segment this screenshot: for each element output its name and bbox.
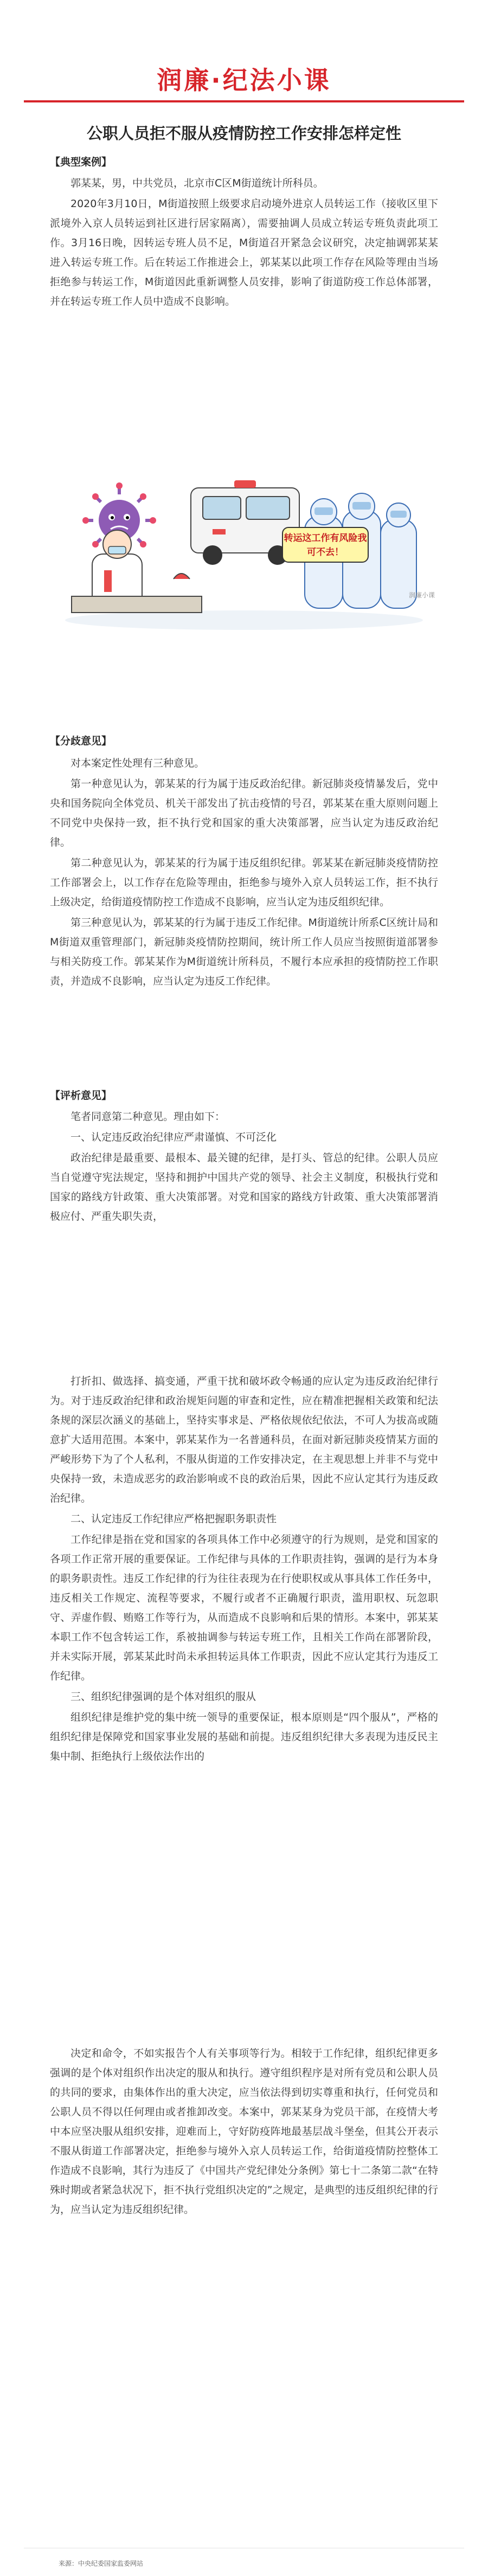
opinion-paragraph: 对本案定性处理有三种意见。 xyxy=(70,757,205,769)
review-point-2-title: 二、认定违反工作纪律应严格把握职务职责性 xyxy=(70,1513,277,1525)
header-banner xyxy=(0,0,488,136)
comic-illustration xyxy=(50,473,438,635)
banner-divider xyxy=(24,100,464,102)
review-paragraph: 组织纪律是维护党的集中统一领导的重要保证，根本原则是“四个服从”，严格的组织纪律是保障党和国家事业发展的基础和前提。违反组织纪律大多表现为违反民主集中制、拒绝执行上级依法作出的 xyxy=(50,1711,438,1762)
source-label: 来源：中央纪委国家监委网站 xyxy=(59,2560,144,2567)
banner-title: 润廉·纪法小课 xyxy=(157,66,331,95)
article-headline: 公职人员拒不服从疫情防控工作安排怎样定性 xyxy=(86,124,401,143)
case-text xyxy=(50,173,438,312)
opinion-paragraph: 第二种意见认为，郭某某的行为属于违反组织纪律。郭某某在新冠肺炎疫情防控工作部署会上，以工作存在危险等理由，拒绝参与境外入京人员转运工作，拒不执行上级决定，给街道疫情防控工作造成不良影响，应当认定为违反组织纪律。 xyxy=(50,857,438,908)
review-text-c xyxy=(50,2044,438,2220)
review-paragraph: 决定和命令，不如实报告个人有关事项等行为。相较于工作纪律，组织纪律更多强调的是个体对组织作出决定的服从和执行。遵守组织程序是对所有党员和公职人员的共同的要求，由集体作出的重大决定，应当依法得到切实尊重和执行，任何党员和公职人员不得以任何理由或者推卸改变。本案中，郭某某身为党员干部，在疫情大考中本应坚决服从组织安排，迎难而上，守好防疫阵地最基层战斗堡垒，但其公开表示不服从街道工作部署决定，拒绝参与境外入京人员转运工作，给街道疫情防控整体工作造成不良影响，其行为违反了《中国共产党纪律处分条例》第七十二条第二款“在特殊时期或者紧急状况下，拒不执行党组织决定的”之规定，是典型的违反组织纪律的行为，应当认定为违反组织纪律。 xyxy=(50,2047,438,2216)
opinion-paragraph: 第一种意见认为，郭某某的行为属于违反政治纪律。新冠肺炎疫情暴发后，党中央和国务院向全体党员、机关干部发出了抗击疫情的号召，郭某某在重大原则问题上不同党中央保持一致，拒不执行党和国家的重大决策部署，应当认定为违反政治纪律。 xyxy=(50,778,438,848)
review-text-b xyxy=(50,1371,438,1767)
section-tag-opinions: 【分歧意见】 xyxy=(50,735,112,747)
case-paragraph: 2020年3月10日，M街道按照上级要求启动境外进京人员转运工作（接收区里下派境外入京人员转运到社区进行居家隔离），需要抽调人员成立转运专班负责此项工作。3月16日晚，因转运专班人员不足，M街道召开紧急会议研究，决定抽调郭某某进入转运专班工作。后在转运工作推进会上，郭某某以此项工作存在风险等理由当场拒绝参与转运工作，M街道因此重新调整人员安排，影响了街道防疫工作总体部署，并在转运专班工作人员中造成不良影响。 xyxy=(50,198,438,307)
review-paragraph: 政治纪律是最重要、最根本、最关键的纪律，是打头、管总的纪律。公职人员应当自觉遵守宪法规定，坚持和拥护中国共产党的领导、社会主义制度，积极执行党和国家的路线方针政策、重大决策部署。对党和国家的路线方针政策、重大决策部署消极应付、严重失职失责， xyxy=(50,1152,438,1222)
review-text-a xyxy=(50,1107,438,1227)
review-paragraph: 工作纪律是指在党和国家的各项具体工作中必须遵守的行为规则，是党和国家的各项工作正常开展的重要保证。工作纪律与具体的工作职责挂钩，强调的是行为本身的职务职责性。违反工作纪律的行为往往表现为在行使职权或从事具体工作任务中，违反相关工作规定、流程等要求，不履行或者不正确履行职责，滥用职权、玩忽职守、弄虚作假、贿赂工作等行为，从而造成不良影响和后果的情形。本案中，郭某某本职工作不包含转运工作，系被抽调参与转运专班工作，且相关工作尚在部署阶段，并未实际开展，郭某某此时尚未承担转运具体工作职责，因此不应认定其行为违反工作纪律。 xyxy=(50,1534,438,1682)
review-point-3-title: 三、组织纪律强调的是个体对组织的服从 xyxy=(70,1691,256,1703)
opinion-paragraph: 第三种意见认为，郭某某的行为属于违反工作纪律。M街道统计所系C区统计局和M街道双重管理部门，新冠肺炎疫情防控期间，统计所工作人员应当按照街道部署参与相关防疫工作。郭某某作为M街道统计所科员，不履行本应承担的疫情防控工作职责，并造成不良影响，应当认定为违反工作纪律。 xyxy=(50,917,438,987)
review-point-1-title: 一、认定违反政治纪律应严肃谨慎、不可泛化 xyxy=(70,1131,277,1143)
section-tag-review: 【评析意见】 xyxy=(50,1090,112,1102)
comic-scene-image xyxy=(50,473,438,635)
worker-figure xyxy=(72,530,202,613)
review-intro: 笔者同意第二种意见。理由如下： xyxy=(70,1111,226,1123)
section-tag-case: 【典型案例】 xyxy=(50,156,112,168)
review-paragraph: 打折扣、做选择、搞变通，严重干扰和破坏政令畅通的应认定为违反政治纪律行为。对于违反政治纪律和政治规矩问题的审查和定性，应在精准把握相关政策和纪法条规的深层次涵义的基础上，坚持实事求是、严格依规依纪依法，不可人为拔高或随意扩大适用范围。本案中，郭某某作为一名普通科员，在面对新冠肺炎疫情某方面的严峻形势下为了个人私利，不服从街道的工作安排决定，在主观思想上并非不与党中央保持一致，未造成恶劣的政治影响或不良的政治后果，因此不应认定其行为违反政治纪律。 xyxy=(50,1375,438,1504)
watermark-label: 润廉小课 xyxy=(408,591,435,599)
opinions-text xyxy=(50,754,438,992)
case-paragraph: 郭某某，男，中共党员，北京市C区M街道统计所科员。 xyxy=(70,177,324,189)
speech-bubble: 转运这工作有风险我可不去！ xyxy=(282,527,369,563)
